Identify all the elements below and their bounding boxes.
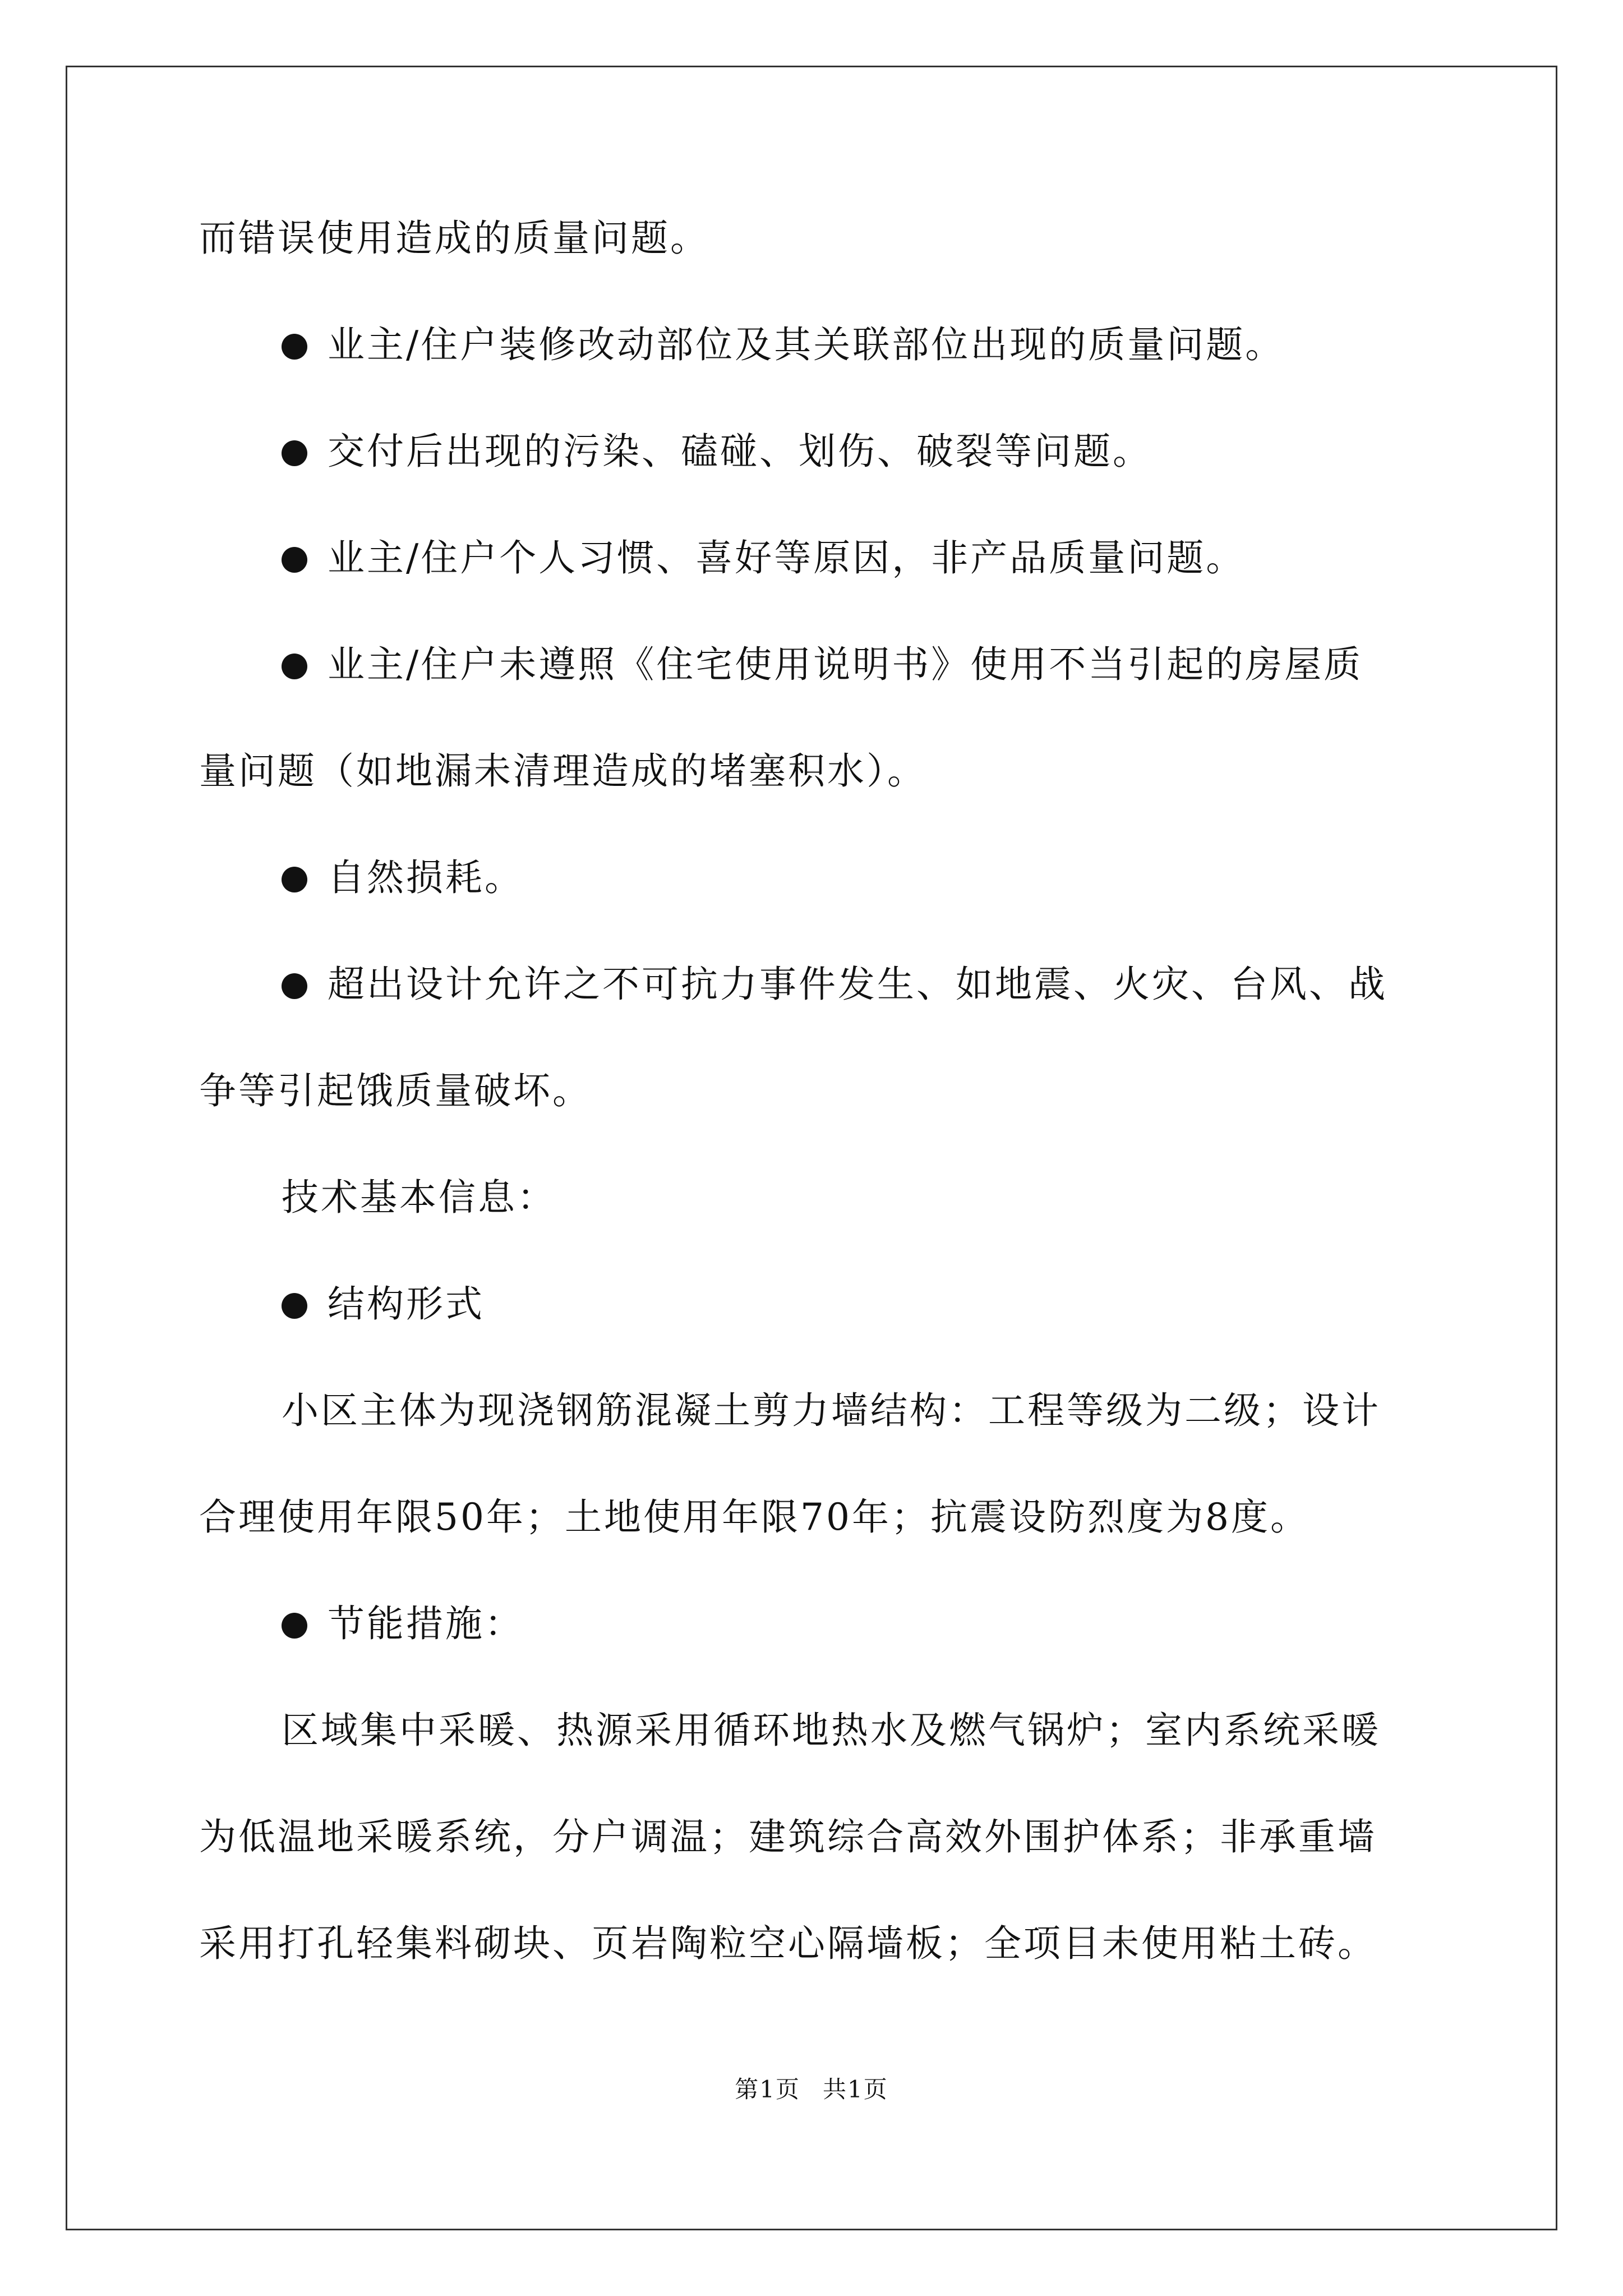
paragraph-line: 量问题（如地漏未清理造成的堵塞积水）。 xyxy=(199,749,926,793)
bullet-text: 自然损耗。 xyxy=(328,856,524,899)
bullet-icon xyxy=(282,867,307,892)
bullet-item xyxy=(199,533,1433,583)
bullet-item xyxy=(199,853,1433,903)
bullet-icon xyxy=(282,973,307,999)
bullet-icon xyxy=(282,654,307,679)
bullet-text: 超出设计允许之不可抗力事件发生、如地震、火灾、台风、战 xyxy=(328,963,1387,1006)
bullet-text: 业主/住户未遵照《住宅使用说明书》使用不当引起的房屋质 xyxy=(328,643,1363,686)
paragraph-line: 争等引起饿质量破坏。 xyxy=(199,1069,592,1112)
page-number: 第1页 xyxy=(735,2076,800,2103)
paragraph-line: 采用打孔轻集料砌块、页岩陶粒空心隔墙板；全项目未使用粘土砖。 xyxy=(199,1922,1377,1965)
bullet-item xyxy=(199,959,1433,1010)
bullet-item xyxy=(199,1279,1433,1329)
paragraph-line: 合理使用年限50年；土地使用年限70年；抗震设防烈度为8度。 xyxy=(199,1496,1310,1539)
bullet-icon xyxy=(282,1613,307,1639)
paragraph-line: 小区主体为现浇钢筋混凝土剪力墙结构：工程等级为二级；设计 xyxy=(282,1389,1381,1432)
paragraph-line: 为低温地采暖系统，分户调温；建筑综合高效外围护体系；非承重墙 xyxy=(199,1815,1377,1858)
paragraph-line: 而错误使用造成的质量问题。 xyxy=(199,217,709,260)
bullet-item xyxy=(199,426,1433,477)
bullet-text: 业主/住户装修改动部位及其关联部位出现的质量问题。 xyxy=(328,323,1285,366)
bullet-text: 节能措施： xyxy=(328,1602,524,1645)
bullet-item xyxy=(199,639,1433,690)
document-body xyxy=(199,213,1433,1969)
bullet-icon xyxy=(282,547,307,573)
bullet-item xyxy=(199,1599,1433,1649)
paragraph-line: 区域集中采暖、热源采用循环地热水及燃气锅炉；室内系统采暖 xyxy=(282,1709,1381,1752)
section-heading: 技术基本信息： xyxy=(282,1176,556,1219)
page-footer xyxy=(0,2076,1623,2104)
bullet-text: 结构形式 xyxy=(328,1282,485,1326)
bullet-text: 交付后出现的污染、磕碰、划伤、破裂等问题。 xyxy=(328,430,1152,473)
bullet-icon xyxy=(282,334,307,360)
bullet-icon xyxy=(282,440,307,466)
bullet-icon xyxy=(282,1293,307,1319)
bullet-item xyxy=(199,320,1433,370)
page-total: 共1页 xyxy=(823,2076,888,2103)
bullet-text: 业主/住户个人习惯、喜好等原因，非产品质量问题。 xyxy=(328,536,1246,579)
